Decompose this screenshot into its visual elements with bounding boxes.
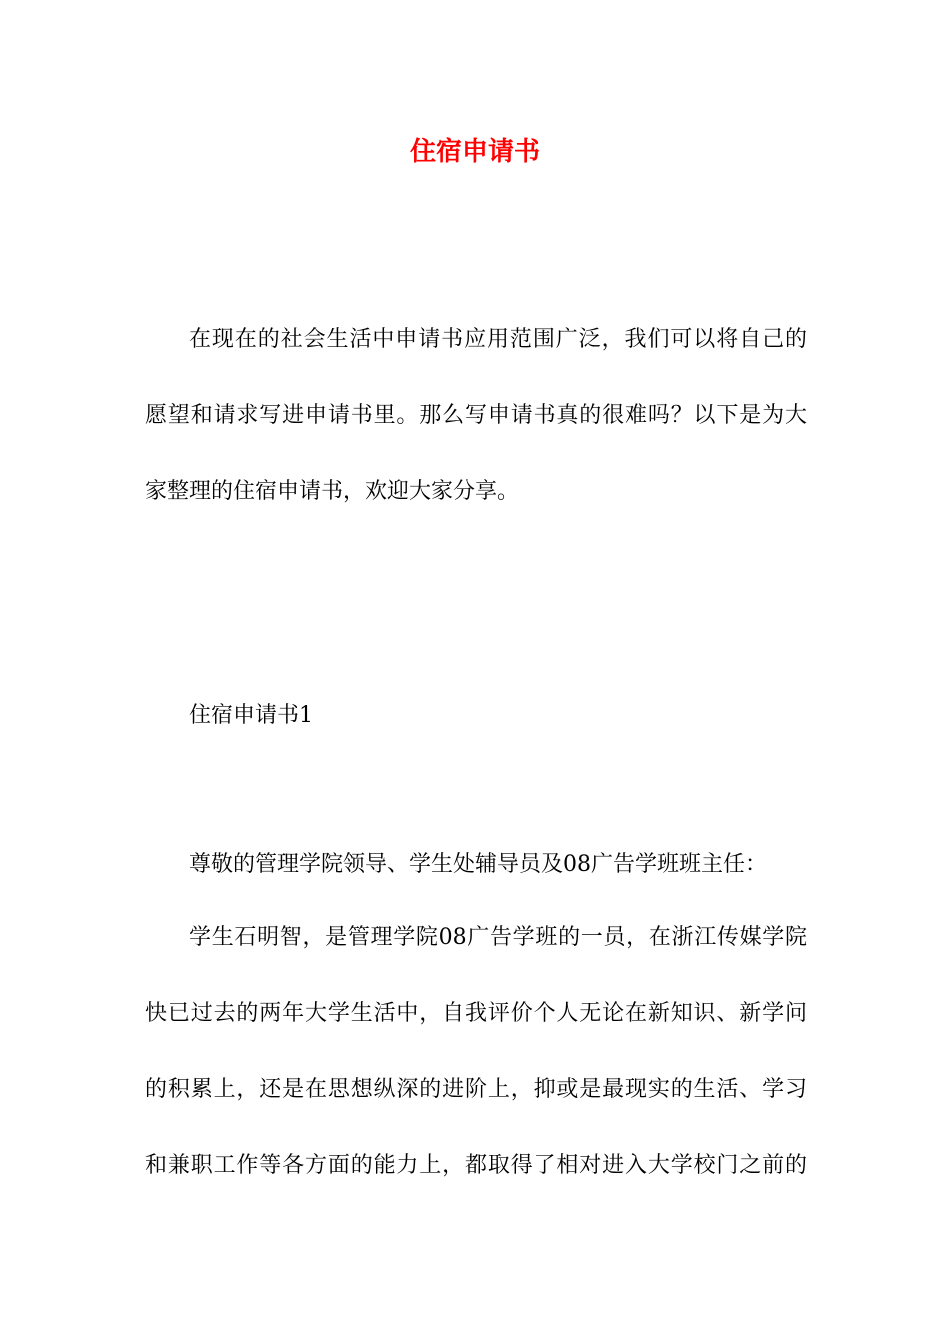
body-paragraph xyxy=(145,900,807,1204)
intro-line-2: 愿望和请求写进申请书里。那么写申请书真的很难吗？以下是为大 xyxy=(145,403,807,428)
intro-line-3: 家整理的住宿申请书，欢迎大家分享。 xyxy=(145,479,520,504)
body-line-4: 和兼职工作等各方面的能力上，都取得了相对进入大学校门之前的 xyxy=(145,1153,807,1178)
intro-paragraph xyxy=(145,302,807,530)
salutation: 尊敬的管理学院领导、学生处辅导员及08广告学班班主任： xyxy=(189,852,767,877)
body-line-2: 快已过去的两年大学生活中，自我评价个人无论在新知识、新学问 xyxy=(145,1001,807,1026)
intro-line-1: 在现在的社会生活中申请书应用范围广泛，我们可以将自己的 xyxy=(189,327,807,352)
section-heading: 住宿申请书1 xyxy=(189,703,313,728)
body-line-3: 的积累上，还是在思想纵深的进阶上，抑或是最现实的生活、学习 xyxy=(145,1077,807,1102)
body-line-1: 学生石明智，是管理学院08广告学班的一员，在浙江传媒学院 xyxy=(189,925,807,950)
document-title: 住宿申请书 xyxy=(409,137,540,167)
